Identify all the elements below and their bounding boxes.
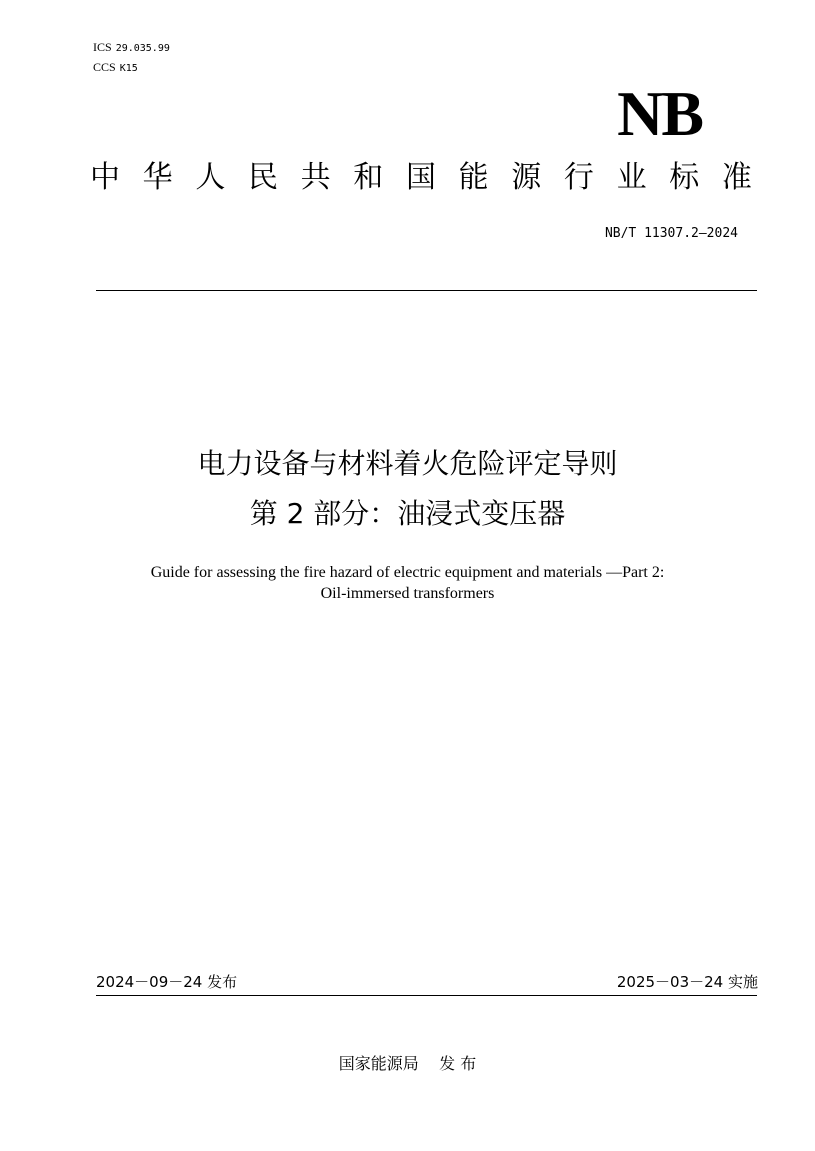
standard-category-char: 行	[563, 160, 594, 195]
ccs-label: CCS	[93, 60, 116, 74]
ccs-line	[93, 60, 138, 76]
standard-category-char: 国	[405, 160, 436, 195]
ics-value: 29.035.99	[115, 43, 170, 54]
standard-category-char: 和	[353, 160, 384, 195]
ics-label: ICS	[93, 40, 112, 54]
effective-date: 2025－03－24 实施	[616, 973, 758, 991]
standard-category-char: 民	[247, 160, 278, 195]
standard-category-char: 华	[142, 160, 173, 195]
footer-divider	[96, 995, 757, 996]
title-en-line-1: Guide for assessing the fire hazard of electric equipment and materials —Part 2:	[150, 564, 665, 581]
standard-category-char: 标	[669, 160, 700, 195]
standard-category-char: 共	[300, 160, 331, 195]
ics-line	[93, 40, 170, 56]
issue-date: 2024－09－24 发布	[96, 973, 238, 991]
standard-code: NB/T 11307.2—2024	[604, 226, 738, 241]
nb-logo: NB	[617, 78, 702, 149]
standard-category	[90, 160, 752, 196]
standard-category-char: 源	[511, 160, 542, 195]
standard-category-char: 中	[90, 160, 120, 195]
title-zh-line-1: 电力设备与材料着火危险评定导则	[197, 447, 618, 480]
header-divider	[96, 290, 757, 291]
title-zh-line-2: 第 2 部分：油浸式变压器	[249, 497, 566, 530]
publisher: 国家能源局 发 布	[338, 1054, 477, 1073]
standard-category-char: 准	[721, 160, 752, 195]
standard-category-char: 人	[195, 160, 226, 195]
standard-category-char: 能	[458, 160, 489, 195]
standard-category-char: 业	[616, 160, 647, 195]
ccs-value: K15	[119, 63, 138, 74]
title-en-line-2: Oil-immersed transformers	[320, 585, 495, 602]
